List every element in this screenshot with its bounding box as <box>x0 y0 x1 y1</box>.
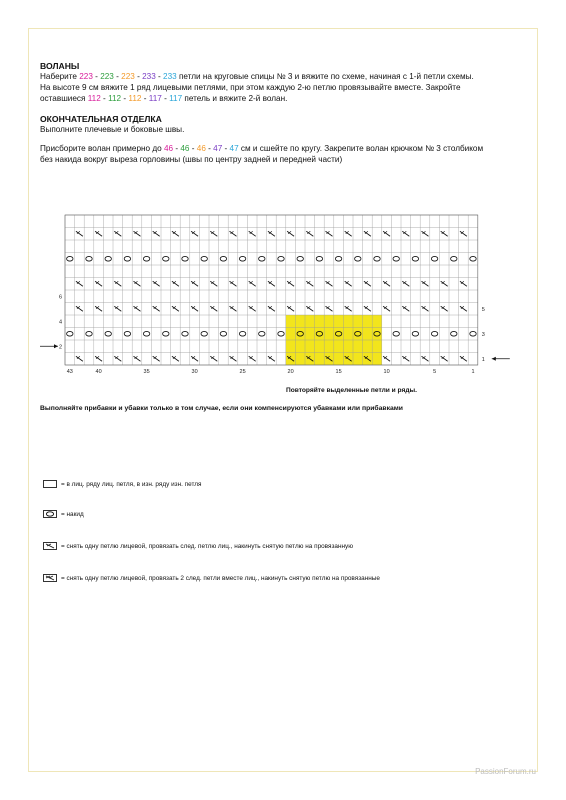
volany-line-3: оставшиеся 112 - 112 - 112 - 117 - 117 петель и вяжите 2-й волан. <box>40 94 288 103</box>
count-size-2: 223 <box>100 72 114 81</box>
row-label-right: 3 <box>481 331 485 338</box>
legend-row-knit <box>43 480 201 488</box>
instruction-note: Выполняйте прибавки и убавки только в том случае, если они компенсируются убавками или прибавками <box>40 405 403 412</box>
yarn-over-symbol <box>86 331 92 336</box>
legend-text-sk2p: = снять одну петлю лицевой, провязать 2 след. петли вместе лиц., накинуть снятую петлю на провязанные <box>61 574 380 582</box>
row-label-left: 2 <box>58 344 62 351</box>
yarn-over-symbol <box>316 256 322 261</box>
yarn-over-symbol <box>201 256 207 261</box>
yarn-over-symbol <box>67 256 73 261</box>
row-label-right: 1 <box>481 356 485 363</box>
legend-text-yo: = накид <box>61 510 84 518</box>
yarn-over-symbol <box>163 331 169 336</box>
finishing-line-2: Присборите волан примерно до 46 - 46 - 46 - 47 - 47 см и сшейте по кругу. Закрепите волан крючком № 3 столбиком <box>40 144 484 153</box>
arrow-head-right-icon <box>54 344 58 348</box>
yarn-over-symbol <box>451 331 457 336</box>
x-tick-label: 10 <box>383 369 390 375</box>
yarn-over-symbol <box>470 331 476 336</box>
volany-line-2: На высоте 9 см вяжите 1 ряд лицевыми петлями, при этом каждую 2-ю петлю провязывайте вместе. Закройте <box>40 83 461 92</box>
legend-text-skp: = снять одну петлю лицевой, провязать след. петлю лиц., накинуть снятую петлю на провязанную <box>61 542 353 550</box>
yarn-over-symbol <box>412 331 418 336</box>
section-title-finishing: ОКОНЧАТЕЛЬНАЯ ОТДЕЛКА <box>40 114 162 124</box>
yarn-over-symbol <box>393 256 399 261</box>
x-tick-label: 25 <box>239 369 246 375</box>
row-label-left: 4 <box>58 319 62 326</box>
count-size-5: 233 <box>163 72 177 81</box>
yarn-over-symbol <box>297 256 303 261</box>
yarn-over-symbol <box>335 256 341 261</box>
yarn-over-symbol <box>201 331 207 336</box>
yarn-over-symbol <box>67 331 73 336</box>
yarn-over-symbol <box>105 331 111 336</box>
yarn-over-symbol <box>451 256 457 261</box>
yarn-over-symbol <box>259 331 265 336</box>
x-tick-label: 30 <box>191 369 198 375</box>
yarn-over-symbol <box>355 256 361 261</box>
arrow-head-left-icon <box>492 357 496 361</box>
count-size-3: 223 <box>121 72 135 81</box>
section-title-volany: ВОЛАНЫ <box>40 61 80 71</box>
x-tick-label: 15 <box>335 369 342 375</box>
yarn-over-symbol <box>182 256 188 261</box>
slip-knit-pass-icon <box>43 542 57 550</box>
yarn-over-symbol <box>431 256 437 261</box>
yarn-over-symbol <box>86 256 92 261</box>
yarn-over-symbol <box>431 331 437 336</box>
legend-row-skp <box>43 542 353 550</box>
yarn-over-symbol <box>239 256 245 261</box>
yarn-over-symbol <box>143 331 149 336</box>
yarn-over-symbol <box>393 331 399 336</box>
yarn-over-symbol <box>143 256 149 261</box>
yarn-over-symbol <box>105 256 111 261</box>
finishing-line-1: Выполните плечевые и боковые швы. <box>40 125 185 134</box>
yarn-over-symbol <box>163 256 169 261</box>
yarn-over-symbol <box>124 331 130 336</box>
x-tick-label: 40 <box>95 369 102 375</box>
yarn-over-icon <box>43 510 57 518</box>
slip-knit2tog-pass-icon <box>43 574 57 582</box>
yarn-over-symbol <box>412 256 418 261</box>
yarn-over-symbol <box>124 256 130 261</box>
chart-caption: Повторяйте выделенные петли и ряды. <box>286 387 417 394</box>
watermark: PassionForum.ru <box>475 767 536 776</box>
yarn-over-symbol <box>259 256 265 261</box>
volany-line-1: Наберите 223 - 223 - 223 - 233 - 233 петли на круговые спицы № 3 и вяжите по схеме, начиная с 1-й петли схемы. <box>40 72 474 81</box>
yarn-over-symbol <box>239 331 245 336</box>
x-tick-label: 43 <box>66 369 73 375</box>
x-tick-label: 35 <box>143 369 150 375</box>
yarn-over-symbol <box>220 331 226 336</box>
legend-row-yo <box>43 510 84 518</box>
finishing-line-3: без накида вокруг выреза горловины (швы по центру задней и передней части) <box>40 155 343 164</box>
yarn-over-symbol <box>278 331 284 336</box>
row-label-right: 5 <box>481 306 485 313</box>
count-size-1: 223 <box>79 72 93 81</box>
row-label-left: 6 <box>58 294 62 301</box>
yarn-over-symbol <box>470 256 476 261</box>
yarn-over-symbol <box>220 256 226 261</box>
yarn-over-symbol <box>278 256 284 261</box>
yarn-over-symbol <box>182 331 188 336</box>
count-size-4: 233 <box>142 72 156 81</box>
x-tick-label: 20 <box>287 369 294 375</box>
legend-row-sk2p <box>43 574 380 582</box>
empty-cell-icon <box>43 480 57 488</box>
yarn-over-symbol <box>374 256 380 261</box>
legend-text-knit: = в лиц. ряду лиц. петля, в изн. ряду изн. петля <box>61 480 202 488</box>
x-tick-label: 5 <box>433 369 437 375</box>
x-tick-label: 1 <box>471 369 475 375</box>
